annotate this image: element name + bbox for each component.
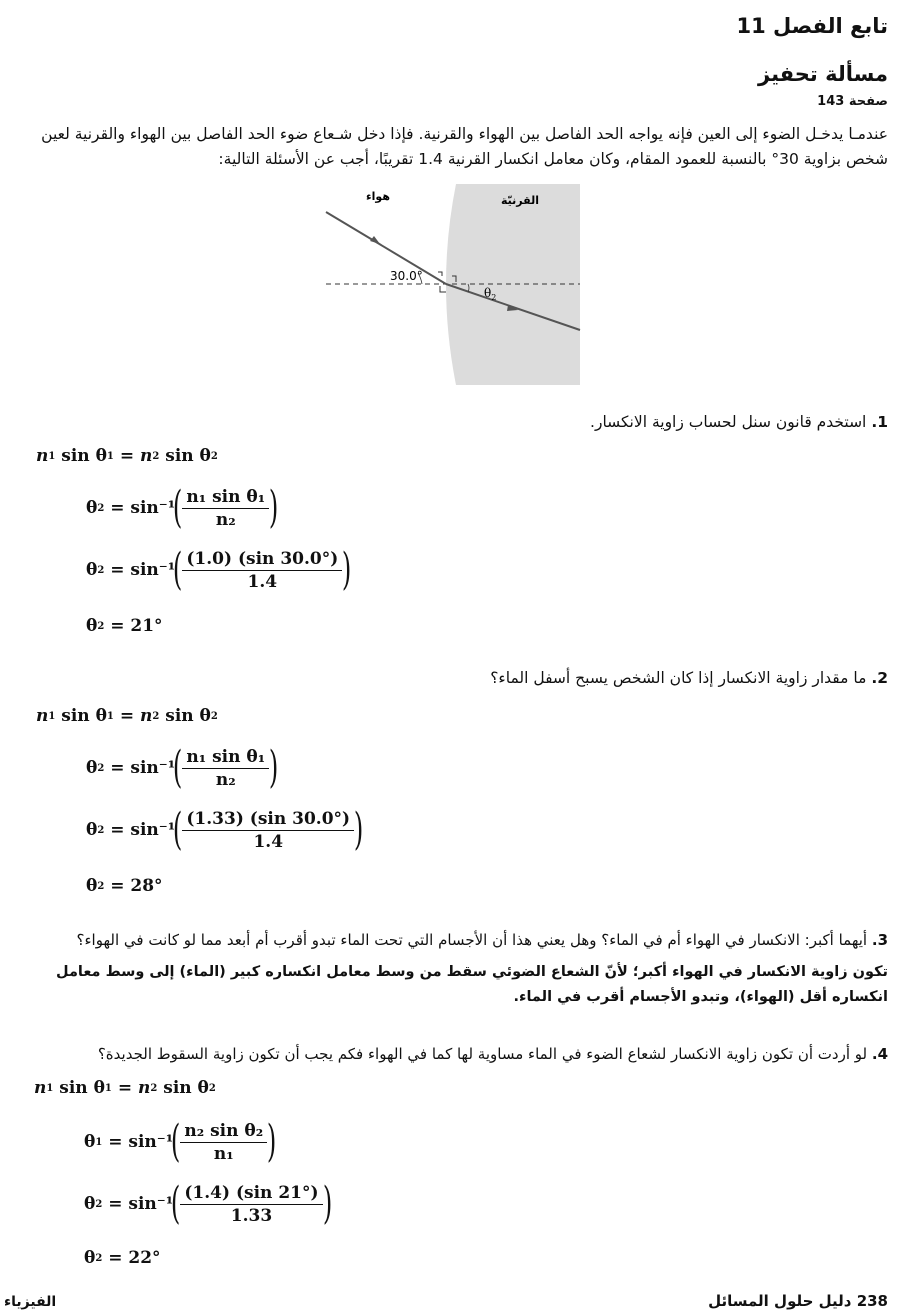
equation-result: θ 2 = 28° [86,876,163,896]
cornea-label: القرنيّة [501,194,539,207]
footer-subject: الفيزياء [4,1294,57,1310]
refraction-diagram [318,180,588,390]
question-3 [77,928,888,952]
question-text: لو أردت أن تكون زاوية الانكسار لشعاع الضوء في الماء مساوية لها كما في الهواء فكم يجب أن تكون زاوية السقوط الجديدة؟ [97,1045,868,1063]
question-number: 3. [871,931,888,949]
answer-text: تكون زاوية الانكسار في الهواء أكبر؛ لأنّ الشعاع الضوئي سقط من وسط معامل انكساره كبير (الماء) إلى وسط معامل انكساره أقل (الهواء)، وتبدو الأجسام أقرب في الماء. [56,964,888,1005]
equation-result: θ 2 = 22° [84,1248,161,1268]
question-number: 1. [871,413,888,431]
question-1 [590,410,888,434]
incident-ray [326,212,446,284]
equation-step-2: θ 2 = sin⁻¹ ( $\frac{(1.4) (\sin 21^\circ)}{1.33}$ ) [84,1178,332,1229]
refraction-angle-label: $\theta_2$ [484,286,497,302]
incidence-angle-label: 30.0° [390,269,423,283]
question-4 [98,1042,888,1066]
angle1-marker-icon [438,272,442,276]
question-text: استخدم قانون سنل لحساب زاوية الانكسار. [590,413,867,431]
snells-law-equation: n 1 sin θ 1 = n 2 sin θ 2 [36,446,218,466]
problem-intro: عندمـا يدخـل الضوء إلى العين فإنه يواجه الحد الفاصل بين الهواء والقرنية. فإذا دخل شـعاع ضوء الحد الفاصل بين الهواء والقرنية لعين شخص بزاوية 30° بالنسبة للعمود المقام، وكان معامل انكسار القرنية 1.4 تقريبًا، أجب عن الأسئلة التالية: [41,125,888,168]
equation-step-2: θ 2 = sin⁻¹ ( $\frac{(1.33) (\sin 30.0^\circ)}{1.4}$ ) [86,804,364,855]
cornea-region [446,184,580,385]
equation-step-1: θ 1 = sin⁻¹ ( $\frac{\text{n₂ sin θ₂}}{\text{n₁}}$ ) [84,1116,277,1167]
air-label: هواء [366,190,390,203]
question-2 [490,666,888,690]
chapter-heading: تابع الفصل 11 [736,14,888,38]
page-reference: صفحة 143 [817,94,888,109]
equation-step-1: θ 2 = sin⁻¹ ( $\frac{\text{n₁ sin θ₁}}{\text{n₂}}$ ) [86,482,279,533]
equation-step-1: θ 2 = sin⁻¹ ( $\frac{\text{n₁ sin θ₁}}{\text{n₂}}$ ) [86,742,279,793]
snells-law-equation: n 1 sin θ 1 = n 2 sin θ 2 [36,706,218,726]
equation-step-2: θ 2 = sin⁻¹ ( $\frac{(1.0) (\sin 30.0^\circ)}{1.4}$ ) [86,544,352,595]
right-angle-icon [440,286,446,292]
question-number: 4. [871,1045,888,1063]
problem-title: مسألة تحفيز [758,62,888,86]
question-text: أيهما أكبر: الانكسار في الهواء أم في الماء؟ وهل يعني هذا أن الأجسام التي تحت الماء تبدو أقرب أم أبعد مما لو كانت في الهواء؟ [76,931,868,949]
incident-arrow-icon [370,236,380,244]
footer-page-info: 238 دليل حلول المسائل [708,1292,888,1310]
equation-result: θ 2 = 21° [86,616,163,636]
question-number: 2. [871,669,888,687]
question-text: ما مقدار زاوية الانكسار إذا كان الشخص يسبح أسفل الماء؟ [490,669,867,687]
snells-law-equation: n 1 sin θ 1 = n 2 sin θ 2 [34,1078,216,1098]
